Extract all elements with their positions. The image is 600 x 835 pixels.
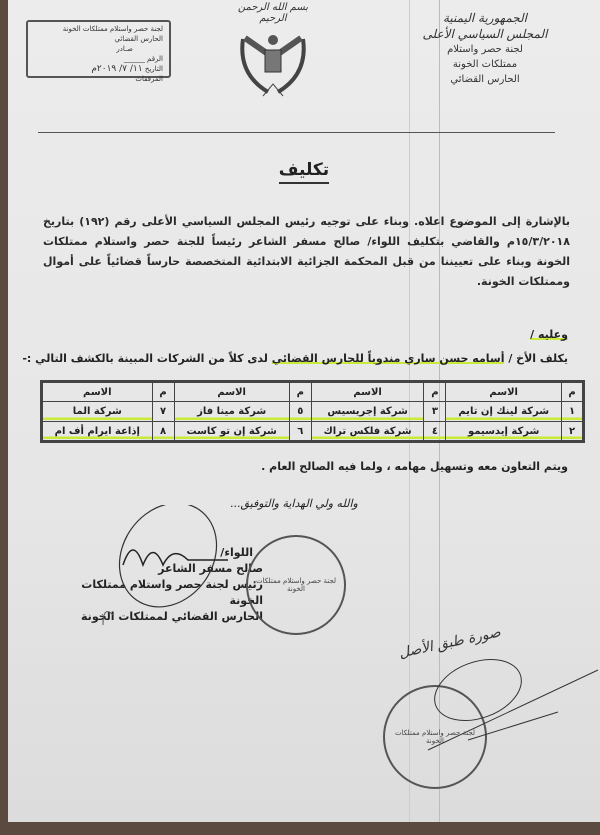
- signatory-name: صالح مسفر الشاعر: [158, 562, 263, 575]
- ref-label: الرقم: [147, 55, 163, 63]
- header-country: الجمهورية اليمنية: [442, 11, 527, 25]
- col-header: الاسم: [446, 382, 562, 402]
- basmala: بسم الله الرحمن الرحيم: [237, 2, 309, 24]
- table-row: [42, 422, 584, 442]
- handwritten-signature-icon: [93, 505, 233, 635]
- col-header: الاسم: [42, 382, 153, 402]
- date-label: التاريخ: [144, 65, 163, 73]
- certified-copy-note: صورة طبق الأصل: [397, 624, 503, 662]
- header-committee-2: ممتلكات الخونة: [452, 59, 518, 70]
- table-cell: ٤: [424, 422, 446, 442]
- table-cell: شركة إيدسيمو: [446, 422, 562, 442]
- header-divider: [38, 132, 555, 133]
- table-cell: شركة إن تو كاست: [174, 422, 289, 442]
- assign-prefix: يكلف الأخ /: [504, 352, 568, 365]
- table-cell: ٧: [152, 402, 174, 422]
- col-header: الاسم: [174, 382, 289, 402]
- stamp-line: لجنة حصر واستلام ممتلكات الخونة: [62, 25, 163, 33]
- title-text: تكليف: [279, 160, 329, 184]
- col-header: م: [562, 382, 584, 402]
- signatory-title: رئيس لجنة حصر واستلام ممتلكات الخونة: [81, 578, 263, 607]
- table-cell: ٢: [562, 422, 584, 442]
- table-cell: شركة إجريسيس: [311, 402, 424, 422]
- signatory-rank: اللواء/: [220, 546, 253, 559]
- table-cell: ٨: [152, 422, 174, 442]
- intro-paragraph: بالإشارة إلى الموضوع اعلاه. وبناء على توجيه رئيس المجلس السياسي الأعلى رقم (١٩٢) بتاريخ ١٥/٣/٢٠١٨م والقاضي بتكليف اللواء/ صالح مسفر الشاعر رئيساً للجنة حصر واستلام ممتلكات الخونة وبناء على تعييننا من قبل المحكمة الجزائية الابتدائية المتخصصة حارساً قضائياً على أموال وممتلكات الخونة.: [43, 215, 570, 288]
- header-committee: لجنة حصر واستلام: [447, 44, 523, 55]
- col-header: م: [289, 382, 311, 402]
- stamp-date: [34, 64, 163, 74]
- col-header: م: [152, 382, 174, 402]
- header-guardian: الحارس القضائي: [450, 74, 520, 85]
- col-header: م: [424, 382, 446, 402]
- wa-alayh: [530, 328, 568, 341]
- stamp-line: الحارس القضائي: [114, 35, 163, 43]
- attachments-label: المرفقات: [135, 75, 163, 83]
- table-cell: شركة فلكس تراك: [311, 422, 424, 442]
- header-council: المجلس السياسي الأعلى: [422, 27, 548, 41]
- assignment-line: [22, 352, 568, 365]
- stamp-line: صـادر: [116, 45, 133, 53]
- outgoing-stamp: [26, 20, 171, 83]
- table-cell: شركة الما: [42, 402, 153, 422]
- signatory-title: الحارس القضائي لممتلكات الخونة: [81, 610, 263, 623]
- table-cell: إذاعة ايرام أف ام: [42, 422, 153, 442]
- table-cell: شركة مينا فاز: [174, 402, 289, 422]
- document-page: [8, 0, 600, 822]
- assignee-name: أسامه حسن ساري مندوباً للحارس القضائي: [271, 352, 505, 365]
- table-row: [42, 402, 584, 422]
- eagle-emblem-icon: [233, 24, 313, 99]
- wa-alayh-text: وعليه /: [530, 328, 568, 341]
- seal-text: لجنة حصر واستلام ممتلكات الخونة: [394, 729, 476, 745]
- table-cell: ٦: [289, 422, 311, 442]
- stamp-ref: الرقم ______: [123, 55, 163, 63]
- page-title: [8, 160, 600, 180]
- companies-table: [40, 380, 585, 443]
- greeting-text: والله ولي الهداية والتوفيق...: [230, 497, 358, 510]
- table-header-row: [42, 382, 584, 402]
- date-value: ١١/ ٧/ ٢٠١٩م: [91, 64, 143, 74]
- seal-text: لجنة حصر واستلام ممتلكات الخونة: [255, 577, 337, 593]
- table-cell: ٥: [289, 402, 311, 422]
- col-header: الاسم: [311, 382, 424, 402]
- table-cell: شركة لينك إن تايم: [446, 402, 562, 422]
- official-seal: [246, 535, 346, 635]
- table-cell: ١: [562, 402, 584, 422]
- certification-signature-icon: [408, 650, 600, 760]
- assign-suffix: لدى كلاً من الشركات المبينة بالكشف التالي :-: [22, 352, 272, 365]
- header-emblem: [223, 2, 323, 103]
- header-right: [420, 10, 550, 87]
- table-cell: ٣: [424, 402, 446, 422]
- closing-text: ويتم التعاون معه وتسهيل مهامه ، ولما فيه الصالح العام .: [261, 460, 568, 473]
